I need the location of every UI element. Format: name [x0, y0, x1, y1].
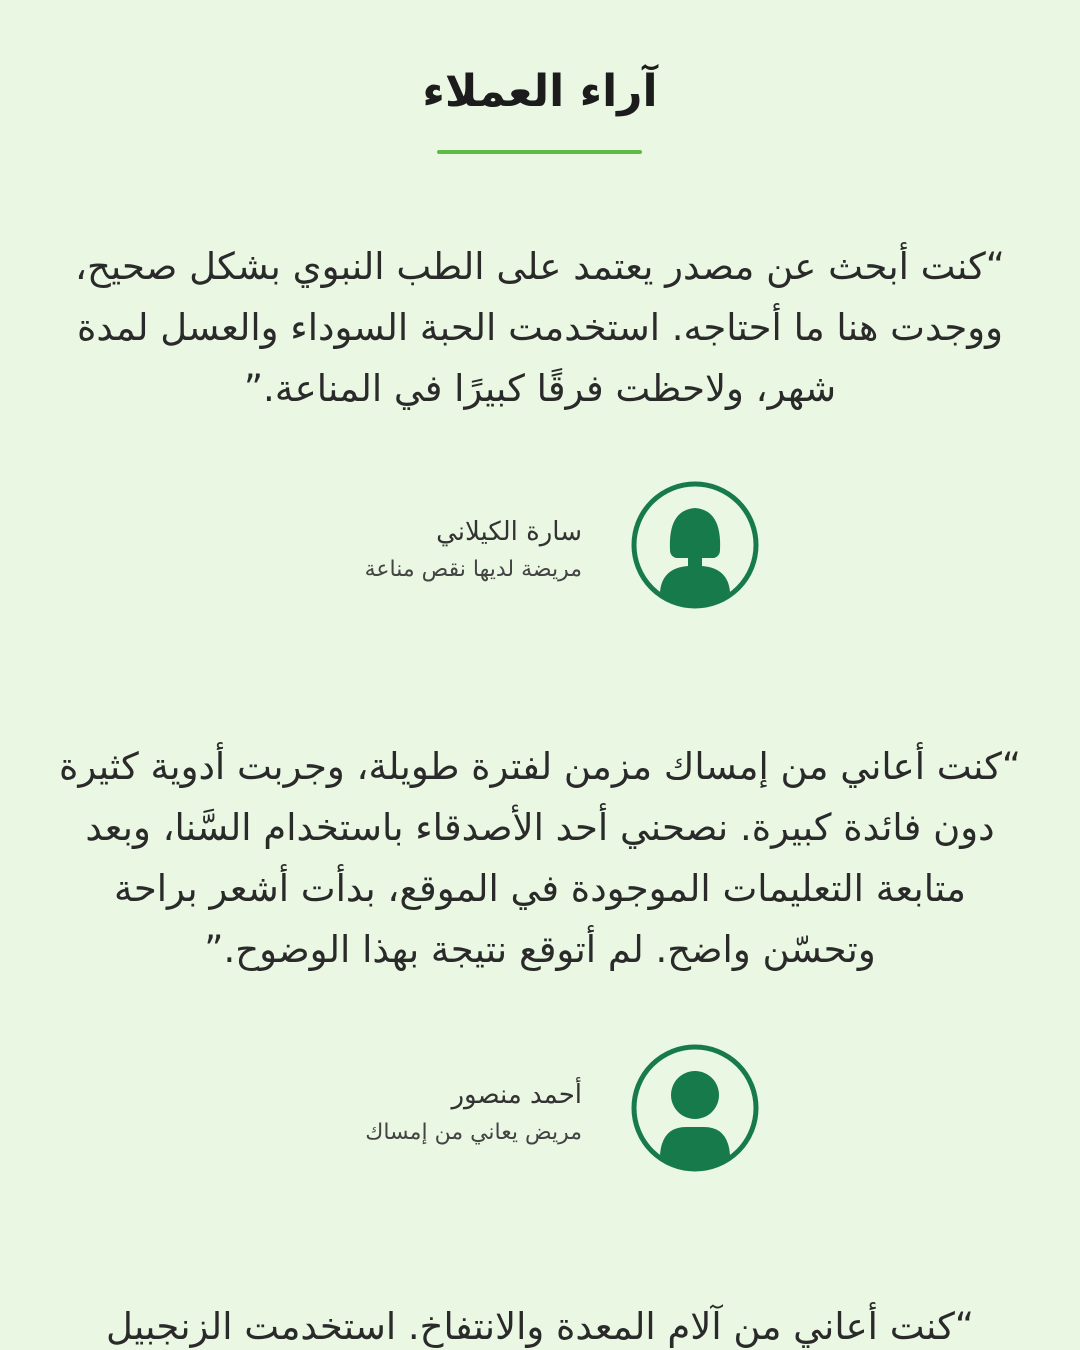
male-user-icon [630, 1043, 760, 1173]
testimonial-author [0, 480, 1080, 612]
author-info [365, 1077, 582, 1149]
author-info [365, 514, 582, 586]
female-user-icon [630, 480, 760, 610]
title-divider [437, 150, 642, 154]
page-title: آراء العملاء [422, 66, 658, 118]
testimonial-quote: “كنت أعاني من إمساك مزمن لفترة طويلة، وجربت أدوية كثيرة دون فائدة كبيرة. نصحني أحد الأصدقاء باستخدام السَّنا، وبعد متابعة التعليمات الموجودة في الموقع، بدأت أشعر براحة وتحسّن واضح. لم أتوقع نتيجة بهذا الوضوح.” [58, 745, 1022, 971]
testimonial-quote: “كنت أبحث عن مصدر يعتمد على الطب النبوي بشكل صحيح، ووجدت هنا ما أحتاجه. استخدمت الحبة السوداء والعسل لمدة شهر، ولاحظت فرقًا كبيرًا في المناعة.” [75, 245, 1005, 410]
testimonial-author [0, 1043, 1080, 1175]
author-name: أحمد منصور [451, 1080, 582, 1110]
testimonial-quote: “كنت أعاني من آلام المعدة والانتفاخ. استخدمت الزنجبيل [105, 1305, 974, 1348]
author-name: سارة الكيلاني [436, 517, 582, 547]
author-role: مريض يعاني من إمساك [365, 1120, 582, 1145]
author-role: مريضة لديها نقص مناعة [364, 557, 582, 582]
